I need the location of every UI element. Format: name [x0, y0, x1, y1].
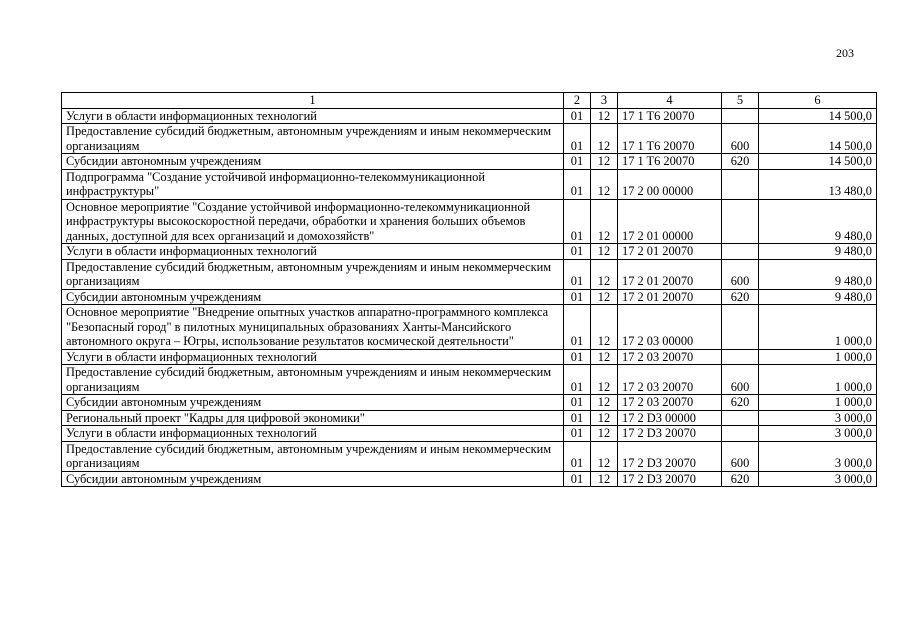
- cell-subsection: 12: [591, 154, 618, 170]
- cell-amount: 3 000,0: [759, 471, 877, 487]
- cell-expense-type: [722, 349, 759, 365]
- cell-target-article: 17 2 D3 00000: [618, 410, 722, 426]
- cell-expense-type: [722, 199, 759, 244]
- column-header-section: 2: [564, 93, 591, 109]
- cell-expense-type: [722, 108, 759, 124]
- cell-name: Предоставление субсидий бюджетным, автономным учреждениям и иным некоммерческим организациям: [62, 365, 564, 395]
- cell-target-article: 17 2 03 20070: [618, 395, 722, 411]
- cell-name: Субсидии автономным учреждениям: [62, 154, 564, 170]
- cell-amount: 13 480,0: [759, 169, 877, 199]
- page-number: 203: [836, 46, 854, 60]
- table-row: [62, 154, 877, 170]
- cell-subsection: 12: [591, 124, 618, 154]
- cell-section: 01: [564, 441, 591, 471]
- budget-table: [61, 92, 877, 487]
- cell-expense-type: 600: [722, 441, 759, 471]
- column-header-amount: 6: [759, 93, 877, 109]
- cell-subsection: 12: [591, 108, 618, 124]
- cell-expense-type: 620: [722, 471, 759, 487]
- cell-target-article: 17 2 01 20070: [618, 259, 722, 289]
- cell-name: Услуги в области информационных технологий: [62, 244, 564, 260]
- column-header-target-article: 4: [618, 93, 722, 109]
- table-row: [62, 395, 877, 411]
- cell-amount: 14 500,0: [759, 124, 877, 154]
- cell-expense-type: [722, 305, 759, 350]
- cell-target-article: 17 2 D3 20070: [618, 426, 722, 442]
- cell-subsection: 12: [591, 289, 618, 305]
- table-row: [62, 410, 877, 426]
- cell-section: 01: [564, 426, 591, 442]
- cell-subsection: 12: [591, 169, 618, 199]
- cell-subsection: 12: [591, 395, 618, 411]
- table-row: [62, 349, 877, 365]
- cell-subsection: 12: [591, 441, 618, 471]
- column-header-name: 1: [62, 93, 564, 109]
- cell-name: Предоставление субсидий бюджетным, автономным учреждениям и иным некоммерческим организациям: [62, 124, 564, 154]
- budget-table-body: [62, 93, 877, 487]
- cell-target-article: 17 2 03 20070: [618, 349, 722, 365]
- cell-section: 01: [564, 395, 591, 411]
- column-header-expense-type: 5: [722, 93, 759, 109]
- cell-section: 01: [564, 244, 591, 260]
- cell-amount: 9 480,0: [759, 244, 877, 260]
- table-row: [62, 199, 877, 244]
- cell-amount: 1 000,0: [759, 349, 877, 365]
- cell-amount: 1 000,0: [759, 305, 877, 350]
- cell-expense-type: 620: [722, 154, 759, 170]
- cell-target-article: 17 1 T6 20070: [618, 124, 722, 154]
- table-header-row: [62, 93, 877, 109]
- cell-section: 01: [564, 365, 591, 395]
- cell-expense-type: [722, 410, 759, 426]
- table-row: [62, 169, 877, 199]
- cell-name: Услуги в области информационных технологий: [62, 349, 564, 365]
- cell-name: Услуги в области информационных технологий: [62, 426, 564, 442]
- cell-amount: 3 000,0: [759, 441, 877, 471]
- cell-target-article: 17 2 01 00000: [618, 199, 722, 244]
- cell-expense-type: [722, 169, 759, 199]
- table-row: [62, 259, 877, 289]
- column-header-subsection: 3: [591, 93, 618, 109]
- cell-amount: 9 480,0: [759, 259, 877, 289]
- cell-name: Услуги в области информационных технологий: [62, 108, 564, 124]
- cell-expense-type: [722, 426, 759, 442]
- cell-amount: 1 000,0: [759, 365, 877, 395]
- cell-name: Субсидии автономным учреждениям: [62, 471, 564, 487]
- cell-section: 01: [564, 124, 591, 154]
- cell-name: Предоставление субсидий бюджетным, автономным учреждениям и иным некоммерческим организациям: [62, 259, 564, 289]
- cell-section: 01: [564, 108, 591, 124]
- cell-name: Субсидии автономным учреждениям: [62, 395, 564, 411]
- cell-expense-type: 620: [722, 289, 759, 305]
- cell-section: 01: [564, 169, 591, 199]
- cell-subsection: 12: [591, 305, 618, 350]
- cell-target-article: 17 2 03 20070: [618, 365, 722, 395]
- table-row: [62, 365, 877, 395]
- cell-amount: 14 500,0: [759, 108, 877, 124]
- cell-expense-type: 600: [722, 259, 759, 289]
- table-row: [62, 124, 877, 154]
- cell-subsection: 12: [591, 410, 618, 426]
- cell-target-article: 17 2 00 00000: [618, 169, 722, 199]
- cell-name: Предоставление субсидий бюджетным, автономным учреждениям и иным некоммерческим организациям: [62, 441, 564, 471]
- cell-section: 01: [564, 154, 591, 170]
- cell-subsection: 12: [591, 259, 618, 289]
- cell-name: Региональный проект "Кадры для цифровой экономики": [62, 410, 564, 426]
- cell-target-article: 17 1 T6 20070: [618, 108, 722, 124]
- cell-target-article: 17 2 03 00000: [618, 305, 722, 350]
- table-row: [62, 305, 877, 350]
- cell-section: 01: [564, 349, 591, 365]
- table-row: [62, 289, 877, 305]
- cell-subsection: 12: [591, 471, 618, 487]
- cell-subsection: 12: [591, 365, 618, 395]
- cell-subsection: 12: [591, 244, 618, 260]
- cell-expense-type: [722, 244, 759, 260]
- cell-section: 01: [564, 199, 591, 244]
- table-row: [62, 244, 877, 260]
- cell-name: Субсидии автономным учреждениям: [62, 289, 564, 305]
- cell-subsection: 12: [591, 349, 618, 365]
- cell-section: 01: [564, 305, 591, 350]
- cell-amount: 9 480,0: [759, 289, 877, 305]
- cell-expense-type: 620: [722, 395, 759, 411]
- table-row: [62, 426, 877, 442]
- table-row: [62, 441, 877, 471]
- cell-target-article: 17 2 01 20070: [618, 244, 722, 260]
- cell-name: Подпрограмма "Создание устойчивой информационно-телекоммуникационной инфраструктуры": [62, 169, 564, 199]
- table-row: [62, 471, 877, 487]
- cell-expense-type: 600: [722, 124, 759, 154]
- cell-section: 01: [564, 471, 591, 487]
- cell-amount: 3 000,0: [759, 410, 877, 426]
- cell-target-article: 17 2 D3 20070: [618, 441, 722, 471]
- cell-expense-type: 600: [722, 365, 759, 395]
- cell-section: 01: [564, 289, 591, 305]
- cell-name: Основное мероприятие "Внедрение опытных участков аппаратно-программного комплекса "Безопасный город" в пилотных муниципальных образованиях Ханты-Мансийского автономного округа – Югры, использование результатов космической деятельности": [62, 305, 564, 350]
- table-row: [62, 108, 877, 124]
- cell-target-article: 17 2 01 20070: [618, 289, 722, 305]
- cell-amount: 3 000,0: [759, 426, 877, 442]
- cell-section: 01: [564, 410, 591, 426]
- cell-target-article: 17 1 T6 20070: [618, 154, 722, 170]
- cell-name: Основное мероприятие "Создание устойчивой информационно-телекоммуникационной инфраструктуры высокоскоростной передачи, обработки и хранения больших объемов данных, доступной для всех организаций и домохозяйств": [62, 199, 564, 244]
- cell-section: 01: [564, 259, 591, 289]
- cell-subsection: 12: [591, 199, 618, 244]
- cell-target-article: 17 2 D3 20070: [618, 471, 722, 487]
- cell-amount: 1 000,0: [759, 395, 877, 411]
- cell-amount: 9 480,0: [759, 199, 877, 244]
- cell-subsection: 12: [591, 426, 618, 442]
- cell-amount: 14 500,0: [759, 154, 877, 170]
